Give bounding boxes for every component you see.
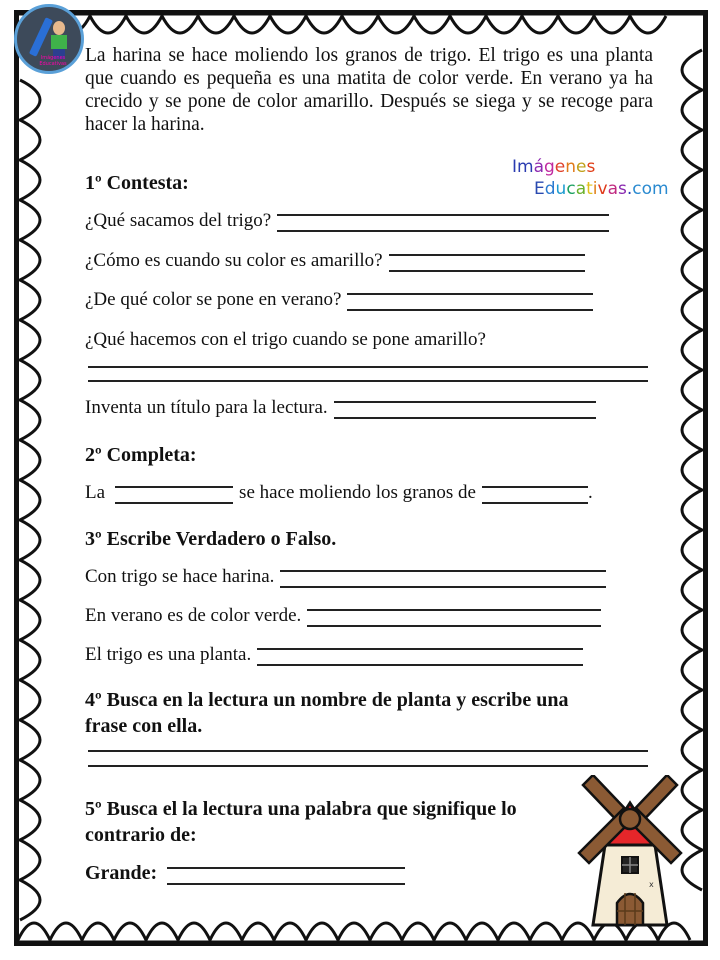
question-1	[85, 210, 609, 232]
watermark-letter: s	[618, 179, 627, 199]
windmill-illustration	[575, 775, 685, 935]
watermark-letter: e	[554, 157, 566, 177]
complete-sentence	[85, 482, 593, 504]
answer-lines[interactable]	[280, 570, 606, 588]
watermark-letter: c	[566, 179, 576, 199]
question-5	[85, 397, 596, 419]
watermark-letter: á	[533, 157, 544, 177]
answer-lines[interactable]	[347, 293, 593, 311]
watermark-line1	[512, 157, 595, 177]
watermark-letter: n	[565, 157, 577, 177]
site-logo	[14, 4, 84, 74]
watermark-letter: Im	[512, 157, 534, 177]
question-text: Inventa un título para la lectura.	[85, 397, 328, 418]
section5-title-line1: 5º Busca el la lectura una palabra que signifique lo	[85, 798, 517, 820]
sentence-part: .	[587, 482, 593, 503]
section1-title: 1º Contesta:	[85, 172, 189, 194]
statement-2	[85, 605, 601, 627]
watermark-letter: com	[632, 179, 669, 199]
kid-head-icon	[53, 21, 65, 35]
answer-line[interactable]	[88, 366, 648, 368]
answer-lines[interactable]	[334, 401, 596, 419]
watermark-letter: .	[626, 179, 633, 199]
question-3	[85, 289, 593, 311]
scalloped-border-top	[14, 10, 708, 46]
statement-text: El trigo es una planta.	[85, 644, 252, 665]
answer-line[interactable]	[88, 380, 648, 382]
section4-title-line2: frase con ella.	[85, 715, 203, 737]
blank-2[interactable]	[482, 486, 588, 504]
scalloped-border-left	[14, 10, 52, 946]
sentence-part: La	[85, 482, 106, 503]
watermark-line2	[512, 178, 669, 200]
answer-lines[interactable]	[167, 867, 405, 885]
watermark-letter: E	[534, 179, 545, 199]
question-2	[85, 250, 585, 272]
watermark-letter: g	[544, 157, 555, 177]
statement-3	[85, 644, 583, 666]
section3-title: 3º Escribe Verdadero o Falso.	[85, 528, 337, 550]
statement-text: Con trigo se hace harina.	[85, 566, 275, 587]
svg-text:x: x	[649, 880, 654, 889]
statement-text: En verano es de color verde.	[85, 605, 302, 626]
section4-title-line1: 4º Busca en la lectura un nombre de planta y escribe una	[85, 689, 569, 711]
answer-lines[interactable]	[389, 254, 585, 272]
answer-lines[interactable]	[307, 609, 601, 627]
answer-line[interactable]	[88, 750, 648, 752]
question-4	[85, 329, 486, 351]
watermark-letter: s	[586, 157, 596, 177]
watermark	[512, 156, 669, 200]
section2-title: 2º Completa:	[85, 444, 197, 466]
blank-1[interactable]	[115, 486, 233, 504]
section5-title-line2: contrario de:	[85, 824, 197, 846]
watermark-letter: v	[597, 179, 608, 199]
kid-body-icon	[51, 35, 67, 49]
question-text: ¿Cómo es cuando su color es amarillo?	[85, 250, 383, 271]
sentence-part: se hace moliendo los granos de	[239, 482, 476, 503]
pencil-icon	[29, 17, 53, 57]
question-text: ¿Qué hacemos con el trigo cuando se pone amarillo?	[85, 329, 486, 350]
reading-section	[85, 44, 653, 136]
reading-text: La harina se hace moliendo los granos de trigo. El trigo es una planta que cuando es pequeña es una matita de color verde. En verano ya ha crecido y se pone de color amarillo. Después se siega y se recoge para hacer la harina.	[85, 45, 653, 135]
question-text: ¿De qué color se pone en verano?	[85, 289, 342, 310]
prompt-label: Grande:	[85, 862, 158, 884]
question-text: ¿Qué sacamos del trigo?	[85, 210, 272, 231]
answer-lines[interactable]	[257, 648, 583, 666]
answer-lines[interactable]	[277, 214, 609, 232]
watermark-letter: e	[576, 157, 587, 177]
statement-1	[85, 566, 606, 588]
watermark-letter: i	[592, 179, 598, 199]
logo-label: Imágenes Educativas	[39, 55, 67, 67]
watermark-letter: d	[544, 179, 556, 199]
opposite-question	[85, 862, 405, 885]
watermark-letter: u	[555, 179, 567, 199]
watermark-letter: a	[575, 179, 587, 199]
watermark-letter: t	[586, 179, 593, 199]
answer-line[interactable]	[88, 765, 648, 767]
watermark-letter: a	[607, 179, 618, 199]
